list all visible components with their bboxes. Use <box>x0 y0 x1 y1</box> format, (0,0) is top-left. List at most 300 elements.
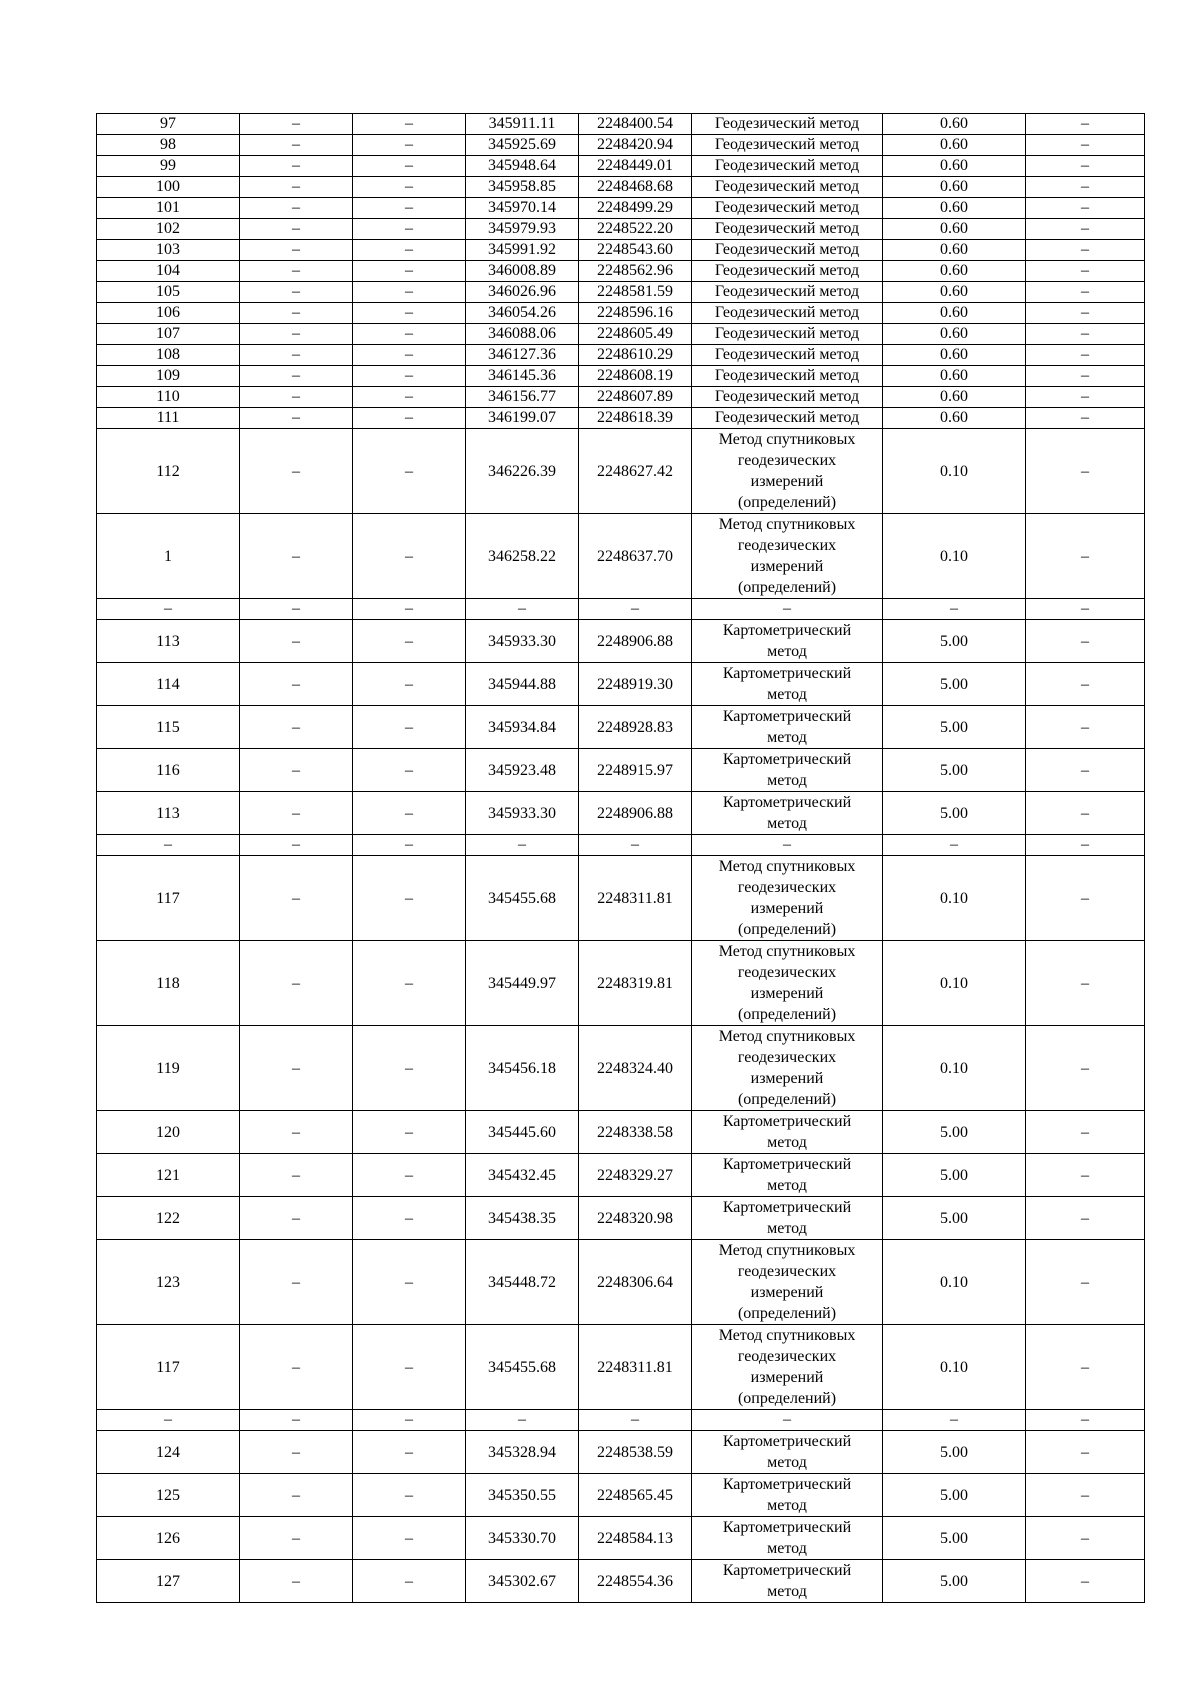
method-cell: Картометрический метод <box>692 1560 883 1603</box>
table-row <box>97 177 1145 198</box>
method-cell: Метод спутниковых геодезических измерений (определений) <box>692 856 883 941</box>
y-coordinate-cell: 2248584.13 <box>579 1517 692 1560</box>
y-coordinate-cell: 2248311.81 <box>579 856 692 941</box>
y-coordinate-cell: – <box>579 599 692 620</box>
table-row <box>97 941 1145 1026</box>
table-row <box>97 366 1145 387</box>
accuracy-cell: – <box>883 835 1026 856</box>
accuracy-cell: 0.10 <box>883 1026 1026 1111</box>
y-coordinate-cell: 2248906.88 <box>579 792 692 835</box>
y-coordinate-cell: 2248400.54 <box>579 114 692 135</box>
accuracy-cell: 5.00 <box>883 1111 1026 1154</box>
method-cell: Геодезический метод <box>692 324 883 345</box>
point-number-cell: – <box>97 835 240 856</box>
accuracy-cell: 0.10 <box>883 1240 1026 1325</box>
old-y-cell: – <box>353 303 466 324</box>
method-cell: Геодезический метод <box>692 303 883 324</box>
old-x-cell: – <box>240 261 353 282</box>
old-x-cell: – <box>240 1517 353 1560</box>
old-y-cell: – <box>353 1240 466 1325</box>
old-y-cell: – <box>353 135 466 156</box>
table-row <box>97 1240 1145 1325</box>
y-coordinate-cell: 2248607.89 <box>579 387 692 408</box>
x-coordinate-cell: 345350.55 <box>466 1474 579 1517</box>
accuracy-cell: 0.60 <box>883 366 1026 387</box>
description-cell: – <box>1026 135 1145 156</box>
table-row <box>97 345 1145 366</box>
accuracy-cell: 0.60 <box>883 240 1026 261</box>
old-y-cell: – <box>353 240 466 261</box>
point-number-cell: 106 <box>97 303 240 324</box>
point-number-cell: 102 <box>97 219 240 240</box>
y-coordinate-cell: 2248538.59 <box>579 1431 692 1474</box>
y-coordinate-cell: 2248449.01 <box>579 156 692 177</box>
old-y-cell: – <box>353 219 466 240</box>
accuracy-cell: 0.60 <box>883 282 1026 303</box>
point-number-cell: 121 <box>97 1154 240 1197</box>
old-x-cell: – <box>240 387 353 408</box>
point-number-cell: 101 <box>97 198 240 219</box>
old-x-cell: – <box>240 345 353 366</box>
old-y-cell: – <box>353 198 466 219</box>
accuracy-cell: 0.60 <box>883 303 1026 324</box>
old-y-cell: – <box>353 366 466 387</box>
old-y-cell: – <box>353 856 466 941</box>
y-coordinate-cell: 2248596.16 <box>579 303 692 324</box>
old-x-cell: – <box>240 599 353 620</box>
accuracy-cell: 0.60 <box>883 135 1026 156</box>
table-row <box>97 387 1145 408</box>
old-x-cell: – <box>240 620 353 663</box>
accuracy-cell: 0.10 <box>883 514 1026 599</box>
description-cell: – <box>1026 114 1145 135</box>
x-coordinate-cell: – <box>466 599 579 620</box>
accuracy-cell: 0.60 <box>883 177 1026 198</box>
description-cell: – <box>1026 282 1145 303</box>
old-y-cell: – <box>353 1325 466 1410</box>
accuracy-cell: 0.60 <box>883 219 1026 240</box>
point-number-cell: 125 <box>97 1474 240 1517</box>
method-cell: Картометрический метод <box>692 620 883 663</box>
old-y-cell: – <box>353 663 466 706</box>
old-x-cell: – <box>240 856 353 941</box>
description-cell: – <box>1026 749 1145 792</box>
method-cell: Геодезический метод <box>692 156 883 177</box>
accuracy-cell: 0.60 <box>883 345 1026 366</box>
table-row <box>97 408 1145 429</box>
old-y-cell: – <box>353 1154 466 1197</box>
point-number-cell: 109 <box>97 366 240 387</box>
accuracy-cell: – <box>883 599 1026 620</box>
old-y-cell: – <box>353 1410 466 1431</box>
method-cell: Геодезический метод <box>692 408 883 429</box>
old-x-cell: – <box>240 514 353 599</box>
description-cell: – <box>1026 156 1145 177</box>
method-cell: Геодезический метод <box>692 177 883 198</box>
method-cell: Картометрический метод <box>692 1474 883 1517</box>
point-number-cell: 103 <box>97 240 240 261</box>
description-cell: – <box>1026 303 1145 324</box>
x-coordinate-cell: 345933.30 <box>466 792 579 835</box>
point-number-cell: 113 <box>97 620 240 663</box>
old-y-cell: – <box>353 1517 466 1560</box>
table-row <box>97 114 1145 135</box>
point-number-cell: 97 <box>97 114 240 135</box>
table-row <box>97 792 1145 835</box>
table-row <box>97 156 1145 177</box>
method-cell: Метод спутниковых геодезических измерений (определений) <box>692 1240 883 1325</box>
old-y-cell: – <box>353 261 466 282</box>
old-x-cell: – <box>240 324 353 345</box>
old-y-cell: – <box>353 345 466 366</box>
method-cell: Картометрический метод <box>692 1431 883 1474</box>
point-number-cell: 107 <box>97 324 240 345</box>
point-number-cell: 98 <box>97 135 240 156</box>
table-row <box>97 749 1145 792</box>
description-cell: – <box>1026 792 1145 835</box>
point-number-cell: – <box>97 599 240 620</box>
description-cell: – <box>1026 240 1145 261</box>
x-coordinate-cell: 346008.89 <box>466 261 579 282</box>
old-y-cell: – <box>353 387 466 408</box>
method-cell: Картометрический метод <box>692 1154 883 1197</box>
point-number-cell: 116 <box>97 749 240 792</box>
y-coordinate-cell: 2248329.27 <box>579 1154 692 1197</box>
description-cell: – <box>1026 599 1145 620</box>
table-row <box>97 429 1145 514</box>
accuracy-cell: 5.00 <box>883 1517 1026 1560</box>
method-cell: Геодезический метод <box>692 282 883 303</box>
x-coordinate-cell: 345445.60 <box>466 1111 579 1154</box>
old-y-cell: – <box>353 706 466 749</box>
table-row <box>97 599 1145 620</box>
accuracy-cell: 0.10 <box>883 856 1026 941</box>
table-body <box>97 114 1145 1603</box>
old-y-cell: – <box>353 114 466 135</box>
old-x-cell: – <box>240 835 353 856</box>
old-y-cell: – <box>353 324 466 345</box>
description-cell: – <box>1026 514 1145 599</box>
x-coordinate-cell: 346156.77 <box>466 387 579 408</box>
accuracy-cell: 5.00 <box>883 663 1026 706</box>
method-cell: – <box>692 1410 883 1431</box>
table-row <box>97 706 1145 749</box>
table-row <box>97 1026 1145 1111</box>
point-number-cell: 113 <box>97 792 240 835</box>
y-coordinate-cell: 2248311.81 <box>579 1325 692 1410</box>
point-number-cell: 123 <box>97 1240 240 1325</box>
point-number-cell: 108 <box>97 345 240 366</box>
old-x-cell: – <box>240 706 353 749</box>
table-row <box>97 1197 1145 1240</box>
accuracy-cell: 0.60 <box>883 387 1026 408</box>
method-cell: Картометрический метод <box>692 1517 883 1560</box>
x-coordinate-cell: 345449.97 <box>466 941 579 1026</box>
old-x-cell: – <box>240 1240 353 1325</box>
old-y-cell: – <box>353 1026 466 1111</box>
point-number-cell: 110 <box>97 387 240 408</box>
description-cell: – <box>1026 1197 1145 1240</box>
y-coordinate-cell: – <box>579 1410 692 1431</box>
old-y-cell: – <box>353 177 466 198</box>
y-coordinate-cell: 2248565.45 <box>579 1474 692 1517</box>
old-x-cell: – <box>240 1325 353 1410</box>
old-y-cell: – <box>353 941 466 1026</box>
y-coordinate-cell: 2248468.68 <box>579 177 692 198</box>
method-cell: Геодезический метод <box>692 387 883 408</box>
description-cell: – <box>1026 1154 1145 1197</box>
method-cell: Картометрический метод <box>692 749 883 792</box>
method-cell: Геодезический метод <box>692 198 883 219</box>
old-y-cell: – <box>353 1111 466 1154</box>
x-coordinate-cell: 345330.70 <box>466 1517 579 1560</box>
accuracy-cell: 5.00 <box>883 792 1026 835</box>
y-coordinate-cell: 2248919.30 <box>579 663 692 706</box>
table-row <box>97 1410 1145 1431</box>
point-number-cell: 1 <box>97 514 240 599</box>
x-coordinate-cell: 345970.14 <box>466 198 579 219</box>
y-coordinate-cell: 2248320.98 <box>579 1197 692 1240</box>
description-cell: – <box>1026 1026 1145 1111</box>
y-coordinate-cell: 2248627.42 <box>579 429 692 514</box>
method-cell: Картометрический метод <box>692 792 883 835</box>
description-cell: – <box>1026 706 1145 749</box>
x-coordinate-cell: 345448.72 <box>466 1240 579 1325</box>
x-coordinate-cell: 345991.92 <box>466 240 579 261</box>
method-cell: Геодезический метод <box>692 114 883 135</box>
accuracy-cell: 5.00 <box>883 1154 1026 1197</box>
method-cell: Метод спутниковых геодезических измерений (определений) <box>692 514 883 599</box>
description-cell: – <box>1026 1431 1145 1474</box>
table-row <box>97 856 1145 941</box>
table-row <box>97 1325 1145 1410</box>
description-cell: – <box>1026 620 1145 663</box>
y-coordinate-cell: 2248306.64 <box>579 1240 692 1325</box>
method-cell: Метод спутниковых геодезических измерений (определений) <box>692 941 883 1026</box>
old-x-cell: – <box>240 1560 353 1603</box>
old-y-cell: – <box>353 1431 466 1474</box>
point-number-cell: 100 <box>97 177 240 198</box>
description-cell: – <box>1026 1240 1145 1325</box>
table-row <box>97 1517 1145 1560</box>
method-cell: Метод спутниковых геодезических измерений (определений) <box>692 1325 883 1410</box>
x-coordinate-cell: 345944.88 <box>466 663 579 706</box>
method-cell: Картометрический метод <box>692 1197 883 1240</box>
table-row <box>97 219 1145 240</box>
point-number-cell: 126 <box>97 1517 240 1560</box>
description-cell: – <box>1026 1111 1145 1154</box>
table-row <box>97 324 1145 345</box>
y-coordinate-cell: 2248562.96 <box>579 261 692 282</box>
description-cell: – <box>1026 219 1145 240</box>
x-coordinate-cell: 345979.93 <box>466 219 579 240</box>
old-x-cell: – <box>240 941 353 1026</box>
y-coordinate-cell: 2248915.97 <box>579 749 692 792</box>
accuracy-cell: 0.10 <box>883 941 1026 1026</box>
point-number-cell: 105 <box>97 282 240 303</box>
old-x-cell: – <box>240 366 353 387</box>
y-coordinate-cell: 2248420.94 <box>579 135 692 156</box>
old-x-cell: – <box>240 282 353 303</box>
old-x-cell: – <box>240 1474 353 1517</box>
coordinates-table <box>96 113 1145 1603</box>
x-coordinate-cell: 345438.35 <box>466 1197 579 1240</box>
x-coordinate-cell: 346145.36 <box>466 366 579 387</box>
description-cell: – <box>1026 177 1145 198</box>
point-number-cell: 111 <box>97 408 240 429</box>
description-cell: – <box>1026 387 1145 408</box>
old-x-cell: – <box>240 114 353 135</box>
accuracy-cell: 5.00 <box>883 749 1026 792</box>
old-x-cell: – <box>240 198 353 219</box>
method-cell: – <box>692 835 883 856</box>
table-row <box>97 1474 1145 1517</box>
x-coordinate-cell: 346127.36 <box>466 345 579 366</box>
method-cell: Геодезический метод <box>692 261 883 282</box>
x-coordinate-cell: 345925.69 <box>466 135 579 156</box>
description-cell: – <box>1026 366 1145 387</box>
table-row <box>97 303 1145 324</box>
description-cell: – <box>1026 835 1145 856</box>
old-x-cell: – <box>240 1431 353 1474</box>
old-y-cell: – <box>353 1560 466 1603</box>
method-cell: Картометрический метод <box>692 706 883 749</box>
method-cell: Картометрический метод <box>692 1111 883 1154</box>
description-cell: – <box>1026 1410 1145 1431</box>
description-cell: – <box>1026 663 1145 706</box>
y-coordinate-cell: 2248338.58 <box>579 1111 692 1154</box>
description-cell: – <box>1026 198 1145 219</box>
x-coordinate-cell: 345948.64 <box>466 156 579 177</box>
point-number-cell: 114 <box>97 663 240 706</box>
accuracy-cell: 5.00 <box>883 1431 1026 1474</box>
table-row <box>97 1431 1145 1474</box>
x-coordinate-cell: 345432.45 <box>466 1154 579 1197</box>
old-x-cell: – <box>240 792 353 835</box>
old-y-cell: – <box>353 282 466 303</box>
x-coordinate-cell: 345455.68 <box>466 856 579 941</box>
table-row <box>97 835 1145 856</box>
old-x-cell: – <box>240 749 353 792</box>
description-cell: – <box>1026 408 1145 429</box>
x-coordinate-cell: 346054.26 <box>466 303 579 324</box>
y-coordinate-cell: 2248581.59 <box>579 282 692 303</box>
y-coordinate-cell: 2248554.36 <box>579 1560 692 1603</box>
old-x-cell: – <box>240 1410 353 1431</box>
old-y-cell: – <box>353 599 466 620</box>
y-coordinate-cell: 2248324.40 <box>579 1026 692 1111</box>
x-coordinate-cell: 345328.94 <box>466 1431 579 1474</box>
old-x-cell: – <box>240 408 353 429</box>
old-y-cell: – <box>353 514 466 599</box>
old-y-cell: – <box>353 1197 466 1240</box>
description-cell: – <box>1026 856 1145 941</box>
accuracy-cell: 0.60 <box>883 114 1026 135</box>
accuracy-cell: – <box>883 1410 1026 1431</box>
point-number-cell: 99 <box>97 156 240 177</box>
description-cell: – <box>1026 345 1145 366</box>
table-row <box>97 1111 1145 1154</box>
old-y-cell: – <box>353 408 466 429</box>
accuracy-cell: 0.10 <box>883 429 1026 514</box>
description-cell: – <box>1026 1325 1145 1410</box>
accuracy-cell: 0.60 <box>883 324 1026 345</box>
accuracy-cell: 0.10 <box>883 1325 1026 1410</box>
table-row <box>97 198 1145 219</box>
y-coordinate-cell: 2248605.49 <box>579 324 692 345</box>
accuracy-cell: 0.60 <box>883 261 1026 282</box>
old-x-cell: – <box>240 1197 353 1240</box>
old-x-cell: – <box>240 177 353 198</box>
point-number-cell: 124 <box>97 1431 240 1474</box>
old-x-cell: – <box>240 1154 353 1197</box>
old-x-cell: – <box>240 429 353 514</box>
old-y-cell: – <box>353 1474 466 1517</box>
old-x-cell: – <box>240 1111 353 1154</box>
accuracy-cell: 5.00 <box>883 620 1026 663</box>
x-coordinate-cell: 345923.48 <box>466 749 579 792</box>
table-row <box>97 135 1145 156</box>
point-number-cell: 115 <box>97 706 240 749</box>
y-coordinate-cell: 2248610.29 <box>579 345 692 366</box>
y-coordinate-cell: 2248522.20 <box>579 219 692 240</box>
point-number-cell: 112 <box>97 429 240 514</box>
old-y-cell: – <box>353 749 466 792</box>
old-x-cell: – <box>240 303 353 324</box>
old-x-cell: – <box>240 156 353 177</box>
x-coordinate-cell: – <box>466 1410 579 1431</box>
x-coordinate-cell: 345456.18 <box>466 1026 579 1111</box>
table-row <box>97 261 1145 282</box>
accuracy-cell: 0.60 <box>883 156 1026 177</box>
old-x-cell: – <box>240 135 353 156</box>
x-coordinate-cell: 346258.22 <box>466 514 579 599</box>
method-cell: Метод спутниковых геодезических измерений (определений) <box>692 1026 883 1111</box>
table-row <box>97 1154 1145 1197</box>
description-cell: – <box>1026 324 1145 345</box>
x-coordinate-cell: 346026.96 <box>466 282 579 303</box>
method-cell: Геодезический метод <box>692 240 883 261</box>
description-cell: – <box>1026 1517 1145 1560</box>
point-number-cell: – <box>97 1410 240 1431</box>
old-x-cell: – <box>240 663 353 706</box>
method-cell: Картометрический метод <box>692 663 883 706</box>
method-cell: Метод спутниковых геодезических измерений (определений) <box>692 429 883 514</box>
x-coordinate-cell: 345455.68 <box>466 1325 579 1410</box>
x-coordinate-cell: – <box>466 835 579 856</box>
old-y-cell: – <box>353 620 466 663</box>
table-row <box>97 514 1145 599</box>
old-x-cell: – <box>240 219 353 240</box>
y-coordinate-cell: 2248499.29 <box>579 198 692 219</box>
old-y-cell: – <box>353 835 466 856</box>
x-coordinate-cell: 345934.84 <box>466 706 579 749</box>
y-coordinate-cell: 2248637.70 <box>579 514 692 599</box>
accuracy-cell: 0.60 <box>883 408 1026 429</box>
accuracy-cell: 5.00 <box>883 1560 1026 1603</box>
old-x-cell: – <box>240 240 353 261</box>
x-coordinate-cell: 345933.30 <box>466 620 579 663</box>
point-number-cell: 104 <box>97 261 240 282</box>
description-cell: – <box>1026 429 1145 514</box>
accuracy-cell: 5.00 <box>883 706 1026 749</box>
point-number-cell: 122 <box>97 1197 240 1240</box>
old-x-cell: – <box>240 1026 353 1111</box>
description-cell: – <box>1026 941 1145 1026</box>
table-row <box>97 663 1145 706</box>
point-number-cell: 117 <box>97 1325 240 1410</box>
method-cell: – <box>692 599 883 620</box>
